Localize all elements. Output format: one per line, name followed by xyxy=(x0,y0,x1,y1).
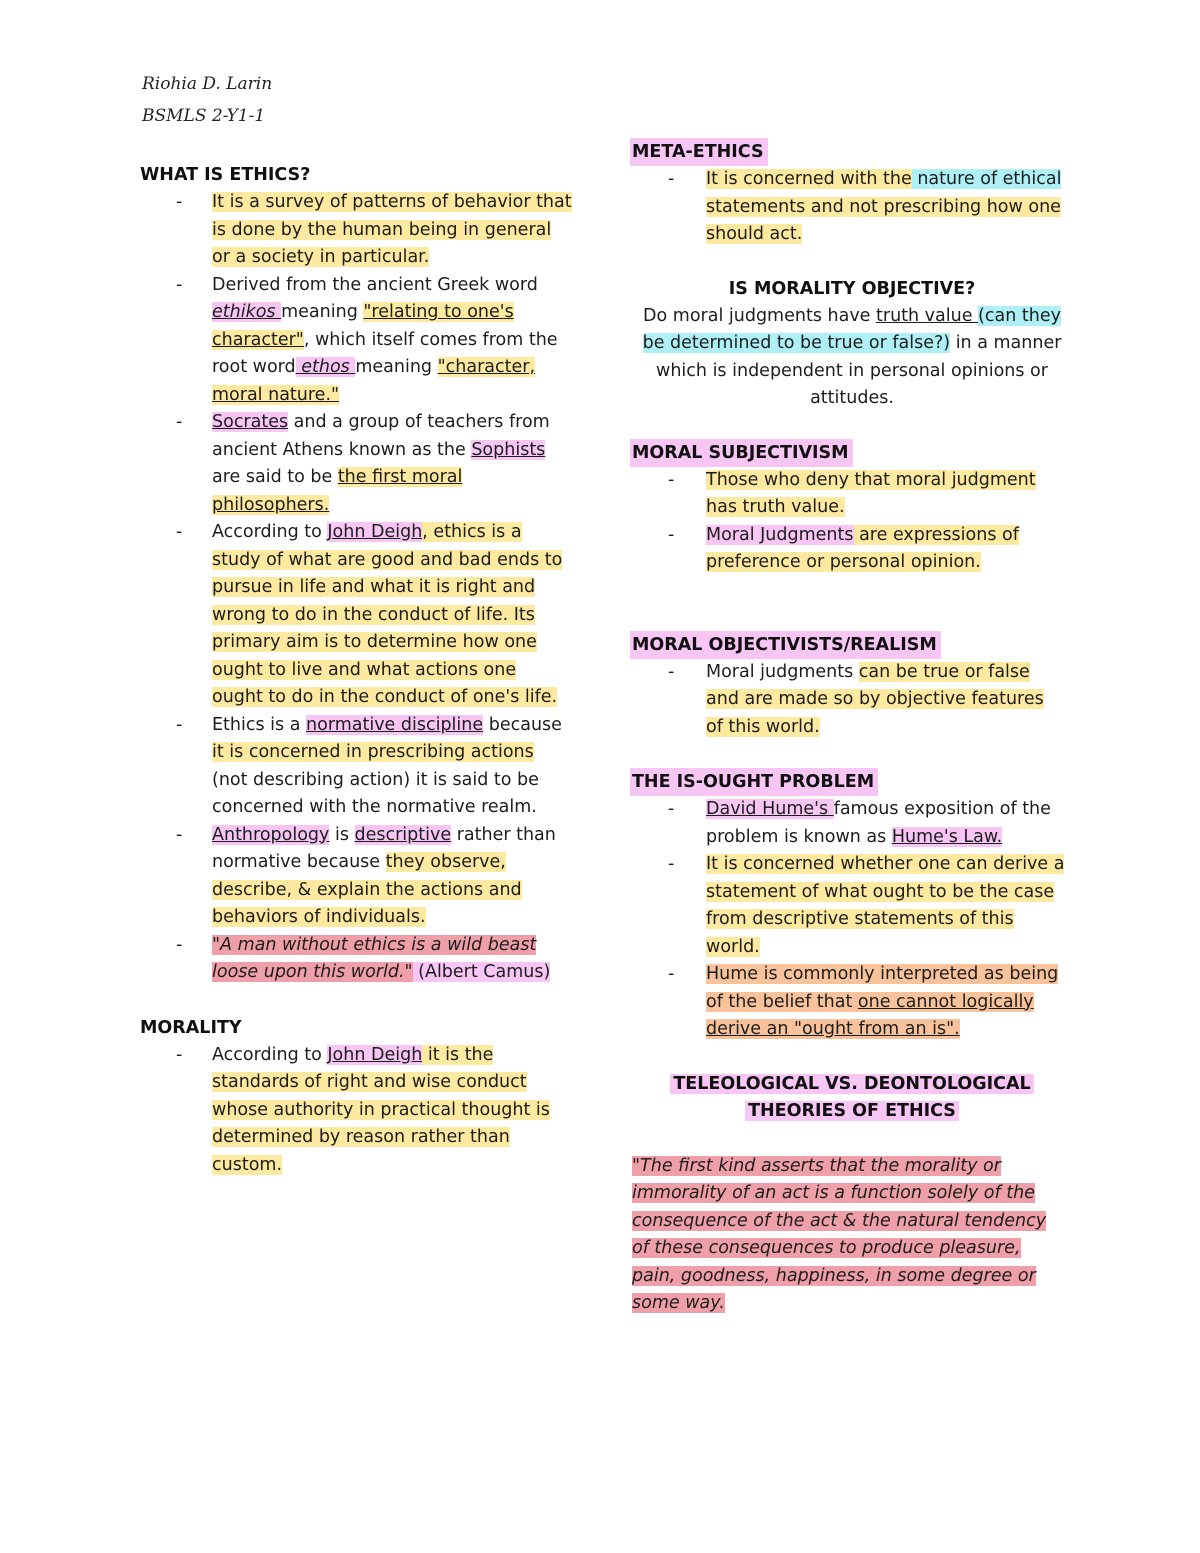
prescribing-actions: it is concerned in prescribing actions xyxy=(212,742,534,762)
term-ethikos: ethikos xyxy=(212,302,282,322)
ethics-list xyxy=(140,189,580,987)
term-anthropology: Anthropology xyxy=(212,824,330,845)
text-span: meaning xyxy=(355,357,438,377)
truth-value: truth value xyxy=(876,305,979,326)
first-moral-philosophers: the first moral philosophers. xyxy=(212,467,463,515)
heading-teleological-deontological xyxy=(632,1071,1072,1126)
text-span: and a group of teachers from ancient Athens known as the xyxy=(212,412,550,460)
name-david-hume: David Hume's xyxy=(706,799,834,819)
realism-list xyxy=(632,659,1072,742)
text-span: (not describing action) it is said to be concerned with the normative realm. xyxy=(212,769,539,817)
class-section: BSMLS 2-Y1-1 xyxy=(142,106,266,126)
normative-discipline: normative discipline xyxy=(306,714,484,735)
name-socrates: Socrates xyxy=(212,412,289,432)
list-item xyxy=(140,272,572,410)
text-span: because xyxy=(483,714,562,735)
subjectivism-definition: Those who deny that moral judgment has truth value. xyxy=(706,469,1036,517)
quote-text: "The first kind asserts that the morality or immorality of an act is a function solely of the consequence of the act & the natural tendency of these consequences to produce pleasure, pain, goodness, happiness, in some degree or some way. xyxy=(632,1155,1047,1313)
text-span: famous exposition of the problem is known as xyxy=(706,799,1051,847)
heading-is-morality-objective: IS MORALITY OBJECTIVE? xyxy=(728,278,976,299)
right-column xyxy=(632,138,1072,1318)
list-item xyxy=(632,659,1066,742)
anthropology-explanation: they observe, describe, & explain the actions and behaviors of individuals. xyxy=(212,852,522,927)
list-item xyxy=(632,851,1066,961)
text-span: Ethics is a xyxy=(212,714,307,735)
camus-quote: "A man without ethics is a wild beast loose upon this world." xyxy=(212,934,537,982)
author-name: Riohia D. Larin xyxy=(142,74,273,94)
text-span: Hume is commonly interpreted as being of the belief that xyxy=(706,964,1059,1012)
is-ought-definition: It is concerned whether one can derive a statement of what ought to be the case from descriptive statements of this world. xyxy=(706,854,1065,957)
heading-line: TELEOLOGICAL VS. DEONTOLOGICAL xyxy=(670,1074,1033,1094)
heading-is-ought-problem: THE IS-OUGHT PROBLEM xyxy=(630,768,878,796)
ethos-meaning: "character, moral nature." xyxy=(212,357,536,405)
text-span: According to xyxy=(212,1044,328,1065)
moral-judgments: Moral Judgments xyxy=(706,524,854,545)
text-span: Do moral judgments have xyxy=(643,305,877,326)
morality-definition: it is the standards of right and wise conduct whose authority in practical thought is determined by reason rather than custom. xyxy=(212,1044,550,1175)
list-item xyxy=(632,522,1066,577)
text-span: , which itself comes from the root word xyxy=(212,329,558,377)
list-item xyxy=(140,932,572,987)
subjectivism-list xyxy=(632,467,1072,577)
text-span: rather than normative because xyxy=(212,824,556,872)
list-item xyxy=(140,189,572,272)
term-descriptive: descriptive xyxy=(354,824,452,845)
list-item xyxy=(632,961,1066,1044)
text-span: are said to be xyxy=(212,467,338,487)
name-john-deigh: John Deigh xyxy=(327,522,423,542)
text-span: is xyxy=(329,824,355,845)
text-span: meaning xyxy=(281,302,364,322)
true-or-false: (can they be determined to be true or false?) xyxy=(642,305,1061,353)
heading-morality: MORALITY xyxy=(140,1017,242,1038)
humes-law: Hume's Law. xyxy=(891,826,1003,847)
left-column xyxy=(140,161,580,1179)
text-span: are expressions of preference or personal opinion. xyxy=(706,524,1019,572)
heading-line: THEORIES OF ETHICS xyxy=(745,1101,959,1121)
list-item xyxy=(140,1042,572,1180)
is-ought-list xyxy=(632,796,1072,1044)
text-span: According to xyxy=(212,522,328,542)
nature-of-ethical: nature of ethical xyxy=(911,169,1062,189)
heading-moral-subjectivism: MORAL SUBJECTIVISM xyxy=(630,439,853,467)
text-span: statements and not prescribing how one should act. xyxy=(706,196,1061,244)
text-span: in a manner which is independent in personal opinions or attitudes. xyxy=(656,333,1062,408)
ought-from-is: one cannot logically derive an "ought from an is". xyxy=(706,991,1034,1039)
realism-definition: can be true or false and are made so by objective features of this world. xyxy=(706,661,1044,737)
name-sophists: Sophists xyxy=(471,439,546,460)
list-item xyxy=(140,409,572,519)
heading-moral-objectivists: MORAL OBJECTIVISTS/REALISM xyxy=(630,631,941,659)
term-ethos: ethos xyxy=(295,357,356,377)
list-item xyxy=(140,519,572,712)
text-span: Moral judgments xyxy=(706,661,859,682)
camus-attribution: (Albert Camus) xyxy=(412,962,551,982)
meta-ethics-list xyxy=(632,166,1072,249)
morality-list xyxy=(140,1042,580,1180)
list-item xyxy=(632,467,1066,522)
ethikos-meaning: "relating to one's character" xyxy=(212,302,514,350)
text-span: It is concerned with the xyxy=(706,169,912,189)
list-item xyxy=(140,712,572,822)
objectivity-question xyxy=(632,303,1072,413)
heading-meta-ethics: META-ETHICS xyxy=(630,138,768,166)
list-item xyxy=(140,822,572,932)
text-span: Derived from the ancient Greek word xyxy=(212,274,538,295)
name-john-deigh: John Deigh xyxy=(327,1044,423,1065)
list-item xyxy=(632,166,1066,249)
heading-what-is-ethics: WHAT IS ETHICS? xyxy=(140,165,311,185)
teleological-quote xyxy=(632,1153,1062,1318)
ethics-definition: It is a survey of patterns of behavior that is done by the human being in general or a society in particular. xyxy=(212,192,572,267)
list-item xyxy=(632,796,1066,851)
deigh-definition: , ethics is a study of what are good and bad ends to pursue in life and what it is right and wrong to do in the conduct of life. Its primary aim is to determine how one ought to live and what actions one ought to do in the conduct of one's life. xyxy=(212,522,563,707)
